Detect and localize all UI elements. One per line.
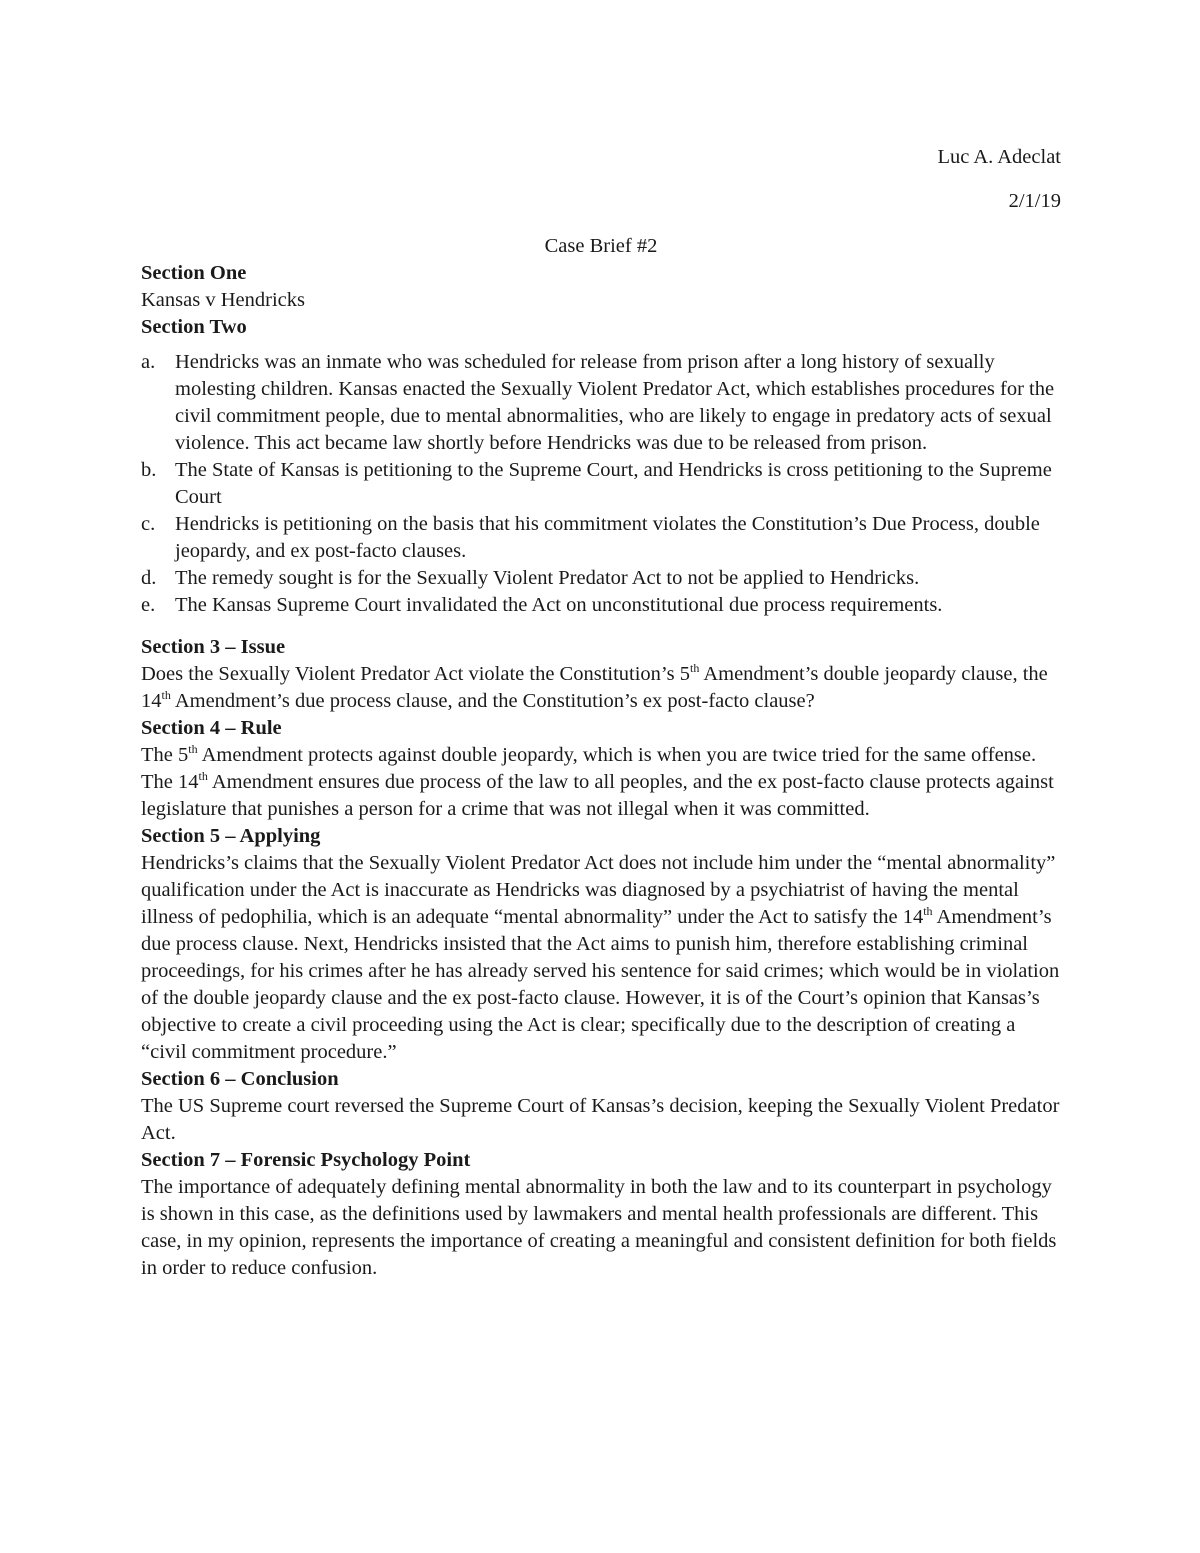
rule-text-3: Amendment ensures due process of the law to all peoples, and the ex post-facto clause protects against legislature that punishes a person for a crime that was not illegal when it was committed. [141,771,1054,820]
section-6-heading: Section 6 – Conclusion [141,1068,339,1090]
forensic-point-paragraph: The importance of adequately defining mental abnormality in both the law and to its counterpart in psychology is shown in this case, as the definitions used by lawmakers and mental health professionals are different. This case, in my opinion, represents the importance of creating a meaningful and consistent definition for both fields in order to reduce confusion. [141,1176,1057,1279]
list-item-text: The Kansas Supreme Court invalidated the Act on unconstitutional due process requirements. [175,594,943,616]
list-marker: e. [141,594,156,616]
list-item-text: Hendricks is petitioning on the basis that his commitment violates the Constitution’s Due Process, double jeopardy, and ex post-facto clauses. [175,513,1040,562]
list-item [141,592,1061,619]
document-page [141,140,1061,1282]
issue-sup-2: th [161,688,171,703]
list-marker: c. [141,513,156,535]
issue-text-3: Amendment’s due process clause, and the Constitution’s ex post-facto clause? [170,690,815,712]
list-item [141,457,1061,511]
section-5-heading: Section 5 – Applying [141,825,321,847]
list-marker: a. [141,351,156,373]
applying-text-1: Hendricks’s claims that the Sexually Violent Predator Act does not include him under the “mental abnormality” qualification under the Act is inaccurate as Hendricks was diagnosed by a psychiatrist of having the mental illness of pedophilia, which is an adequate “mental abnormality” under the Act to satisfy the 14 [141,852,1056,928]
rule-paragraph [141,742,1061,823]
issue-text-1: Does the Sexually Violent Predator Act violate the Constitution’s 5 [141,663,690,685]
list-item-text: Hendricks was an inmate who was scheduled for release from prison after a long history of sexually molesting children. Kansas enacted the Sexually Violent Predator Act, which establishes procedures for the civil commitment people, due to mental abnormalities, who are likely to engage in predatory acts of sexual violence. This act became law shortly before Hendricks was due to be released from prison. [175,351,1055,454]
document-date: 2/1/19 [1008,190,1061,212]
applying-text-2: Amendment’s due process clause. Next, Hendricks insisted that the Act aims to punish him, therefore establishing criminal proceedings, for his crimes after he has already served his sentence for said crimes; which would be in violation of the double jeopardy clause and the ex post-facto clause. However, it is of the Court’s opinion that Kansas’s objective to create a civil proceeding using the Act is clear; specifically due to the description of creating a “civil commitment procedure.” [141,906,1060,1063]
list-item [141,349,1061,457]
issue-paragraph [141,661,1061,715]
rule-sup-1: th [188,742,198,757]
issue-sup-1: th [689,661,700,676]
section-3-heading: Section 3 – Issue [141,636,286,658]
author-name: Luc A. Adeclat [937,146,1061,168]
case-name: Kansas v Hendricks [141,289,305,311]
section-one-heading: Section One [141,262,247,284]
section-4-heading: Section 4 – Rule [141,717,282,739]
document-title: Case Brief #2 [544,235,658,257]
list-item [141,511,1061,565]
section-7-heading: Section 7 – Forensic Psychology Point [141,1149,471,1171]
list-item-text: The remedy sought is for the Sexually Violent Predator Act to not be applied to Hendricks. [175,567,920,589]
rule-sup-2: th [198,769,208,784]
rule-text-1: The 5 [141,744,189,766]
conclusion-paragraph: The US Supreme court reversed the Supreme Court of Kansas’s decision, keeping the Sexually Violent Predator Act. [141,1095,1060,1144]
list-item-text: The State of Kansas is petitioning to the Supreme Court, and Hendricks is cross petitioning to the Supreme Court [175,459,1052,508]
facts-list [141,349,1061,619]
list-item [141,565,1061,592]
issue-text-2: Amendment’s double jeopardy clause, the 14 [141,663,1048,712]
section-two-heading: Section Two [141,316,247,338]
list-marker: b. [141,459,157,481]
applying-sup-1: th [923,904,933,919]
rule-text-2: Amendment protects against double jeopardy, which is when you are twice tried for the same offense. The 14 [141,744,1037,793]
applying-paragraph [141,850,1061,1066]
list-marker: d. [141,567,157,589]
